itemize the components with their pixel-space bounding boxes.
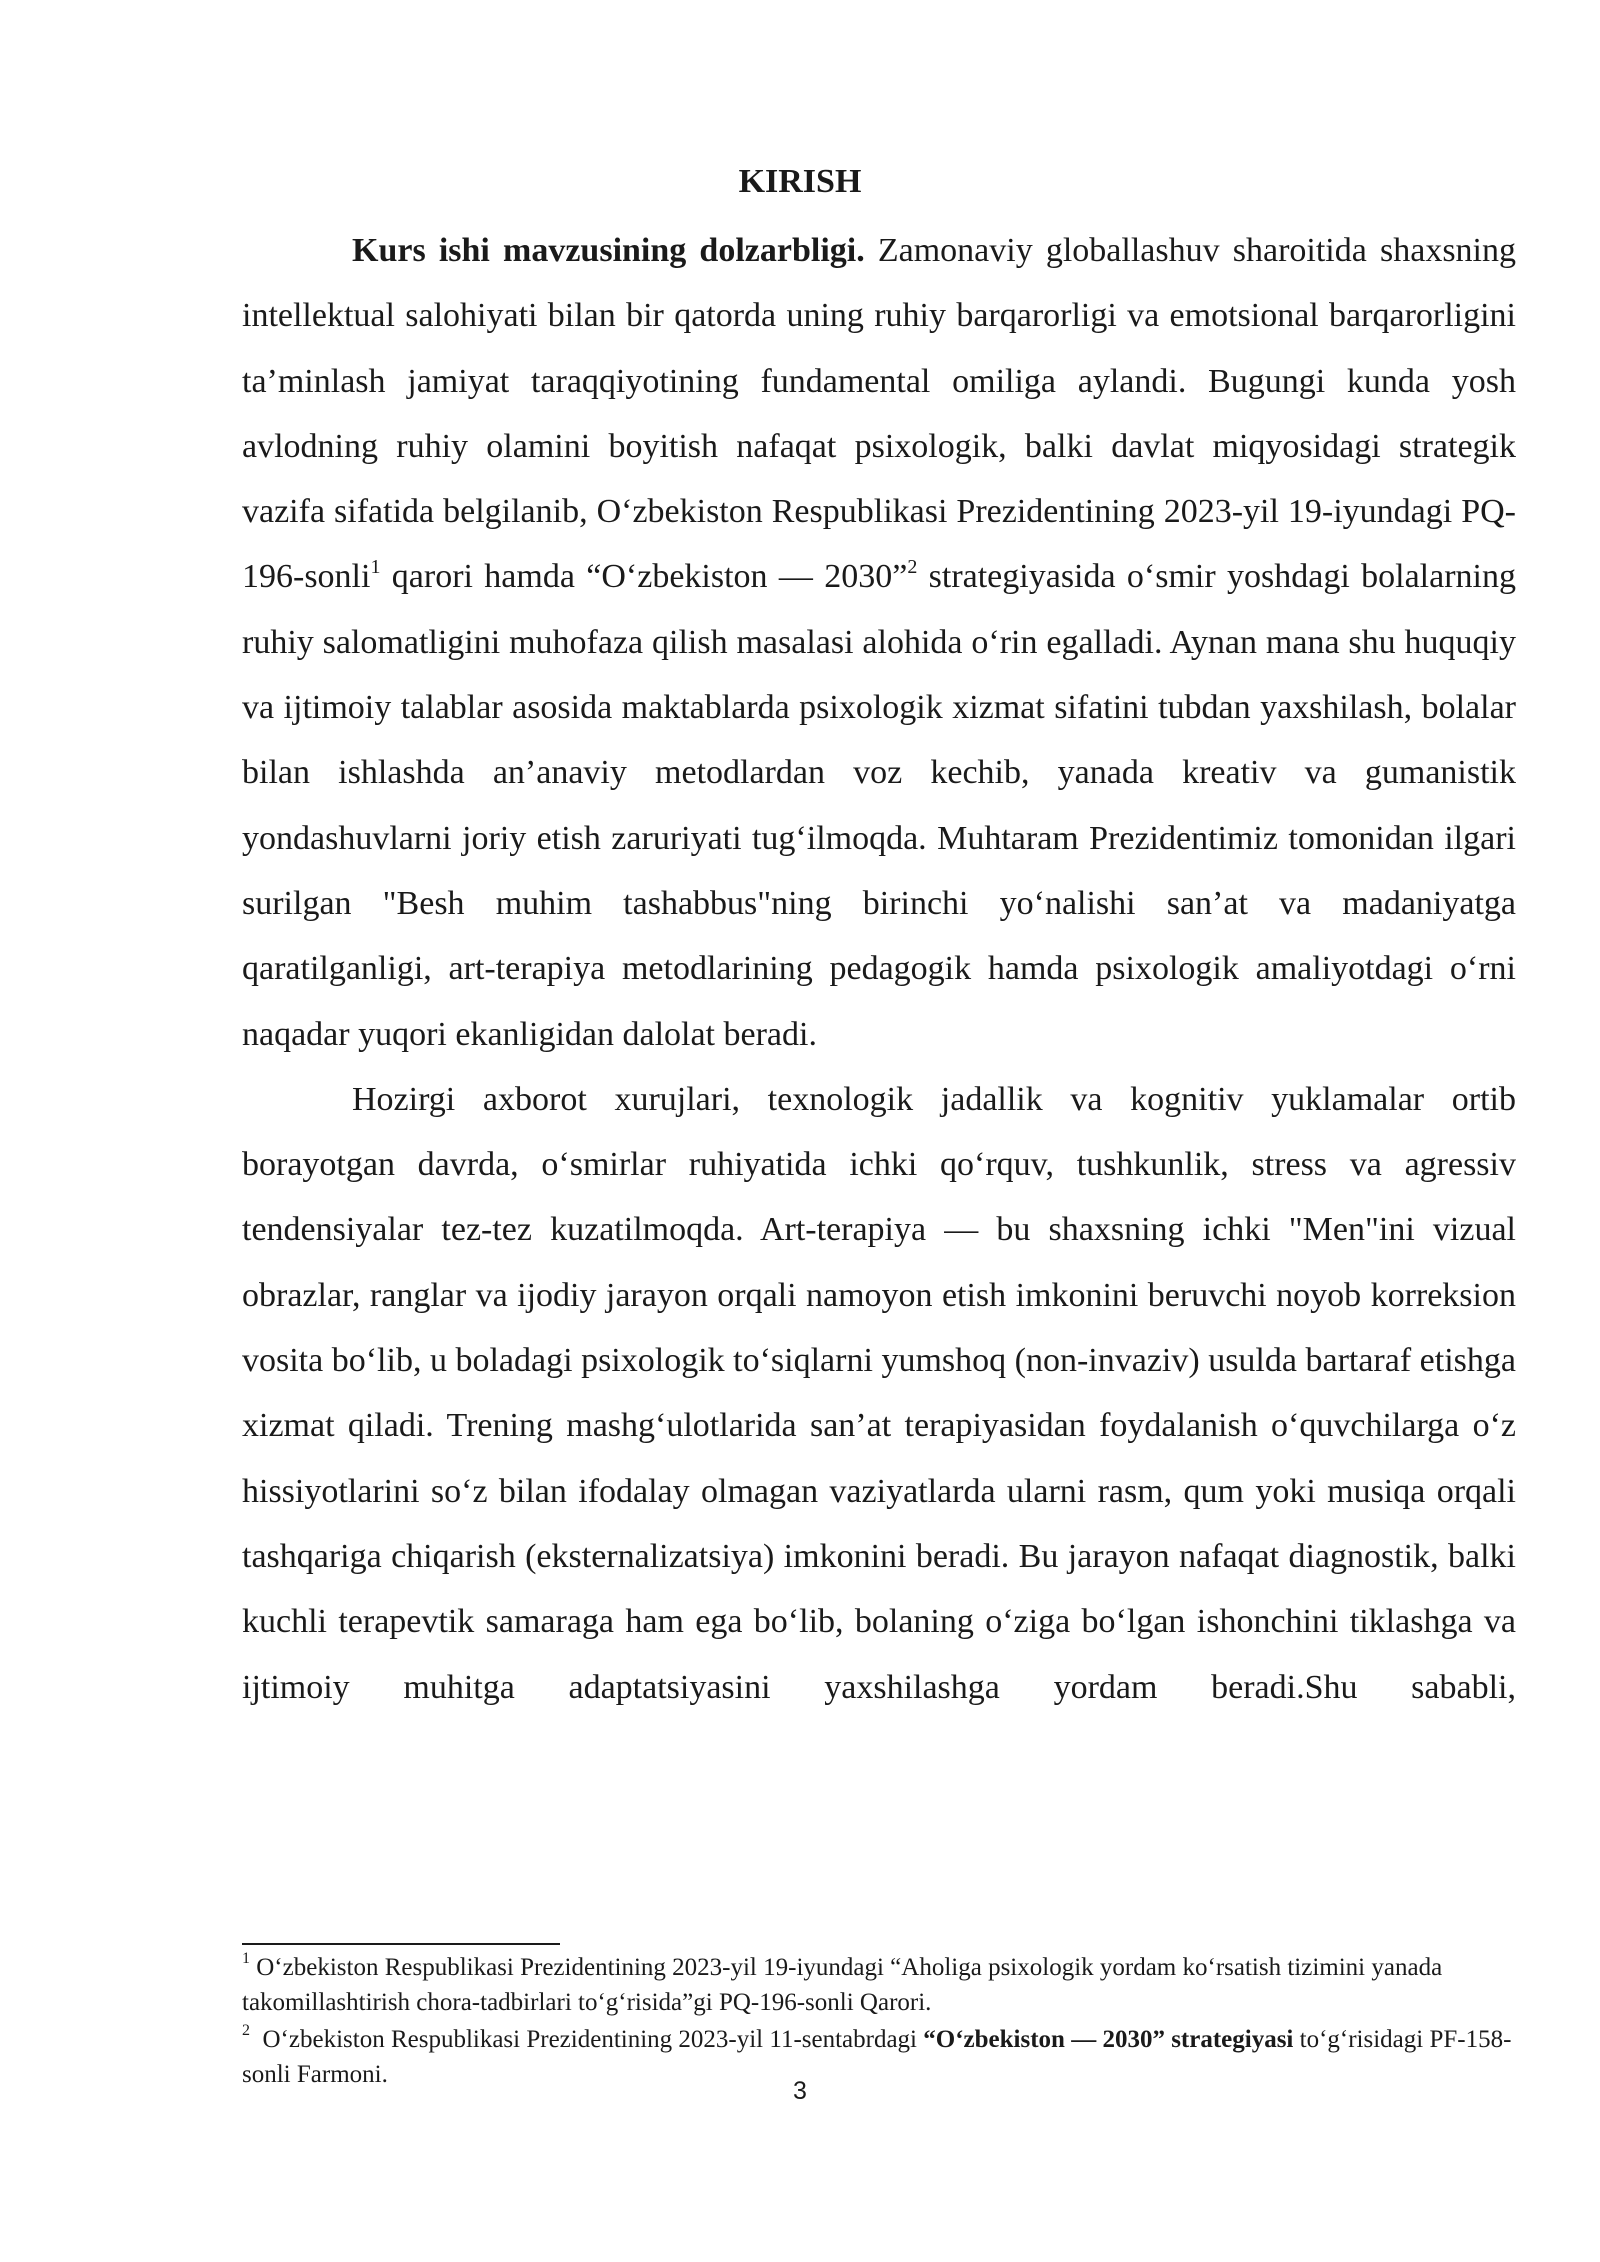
paragraph-relevance	[242, 218, 1516, 1067]
paragraph-text-part: qarori hamda “O‘zbekiston — 2030”	[380, 558, 908, 596]
footnote-bold-title: “O‘zbekiston — 2030” strategiyasi	[923, 2026, 1294, 2053]
paragraph-text-part: Zamonaviy globallashuv sharoitida shaxsning intellektual salohiyati bilan bir qatorda uning ruhiy barqarorligi va emotsional barqarorligini ta’minlash jamiyat taraqqiyotining fundamental omiliga aylandi. Bugungi kunda yosh avlodning ruhiy olamini boyitish nafaqat psixologik, balki davlat miqyosidagi strategik vazifa sifatida belgilanib, O‘zbekiston Respublikasi Prezidentining 2023-yil 19-iyundagi PQ-196-sonli	[242, 232, 1516, 596]
section-title: KIRISH	[738, 163, 862, 200]
footnotes	[242, 1950, 1516, 2094]
footnote-separator	[242, 1943, 560, 1945]
paragraph-lead-heading: Kurs ishi mavzusining dolzarbligi.	[352, 232, 865, 269]
footnote-text: O‘zbekiston Respublikasi Prezidentining 2023-yil 19-iyundagi “Aholiga psixologik yordam ko‘rsatish tizimini yanada takomillashtirish chora-tadbirlari to‘g‘risida”gi PQ-196-sonli Qarori.	[242, 1954, 1443, 2016]
footnote-text: to‘g‘risidagi PF-158-sonli Farmoni.	[242, 2026, 1512, 2088]
footnote-text: O‘zbekiston Respublikasi Prezidentining 2023-yil 11-sentabrdagi	[250, 2026, 924, 2053]
paragraph-art-therapy: Hozirgi axborot xurujlari, texnologik jadallik va kognitiv yuklamalar ortib borayotgan davrda, o‘smirlar ruhiyatida ichki qo‘rquv, tushkunlik, stress va agressiv tendensiyalar tez-tez kuzatilmoqda. Art-terapiya — bu shaxsning ichki "Men"ini vizual obrazlar, ranglar va ijodiy jarayon orqali namoyon etish imkonini beruvchi noyob korreksion vosita bo‘lib, u boladagi psixologik to‘siqlarni yumshoq (non-invaziv) usulda bartaraf etishga xizmat qiladi. Trening mashg‘ulotlarida san’at terapiyasidan foydalanish o‘quvchilarga o‘z hissiyotlarini so‘z bilan ifodalay olmagan vaziyatlarda ularni rasm, qum yoki musiqa orqali tashqariga chiqarish (eksternalizatsiya) imkonini beradi. Bu jarayon nafaqat diagnostik, balki kuchli terapevtik samaraga ham ega bo‘lib, bolaning o‘ziga bo‘lgan ishonchini tiklashga va ijtimoiy muhitga adaptatsiyasini yaxshilashga yordam beradi.Shu sababli,	[242, 1080, 1516, 1706]
footnote-1	[242, 1950, 1516, 2020]
footnote-reference-2[interactable]: 2	[907, 556, 918, 579]
footnote-marker-2: 2	[242, 2021, 250, 2039]
body-text	[242, 218, 1516, 1720]
footnote-marker-1: 1	[242, 1949, 250, 1967]
paragraph-text-part: strategiyasida o‘smir yoshdagi bolalarning ruhiy salomatligini muhofaza qilish masalasi alohida o‘rin egalladi. Aynan mana shu huquqiy va ijtimoiy talablar asosida maktablarda psixologik xizmat sifatini tubdan yaxshilash, bolalar bilan ishlashda an’anaviy metodlardan voz kechib, yanada kreativ va gumanistik yondashuvlarni joriy etish zaruriyati tug‘ilmoqda. Muhtaram Prezidentimiz tomonidan ilgari surilgan "Besh muhim tashabbus"ning birinchi yo‘nalishi san’at va madaniyatga qaratilganligi, art-terapiya metodlarining pedagogik hamda psixologik amaliyotdagi o‘rni naqadar yuqori ekanligidan dalolat beradi.	[242, 558, 1516, 1053]
page-number: 3	[793, 2077, 807, 2105]
footnote-reference-1[interactable]: 1	[370, 556, 381, 579]
